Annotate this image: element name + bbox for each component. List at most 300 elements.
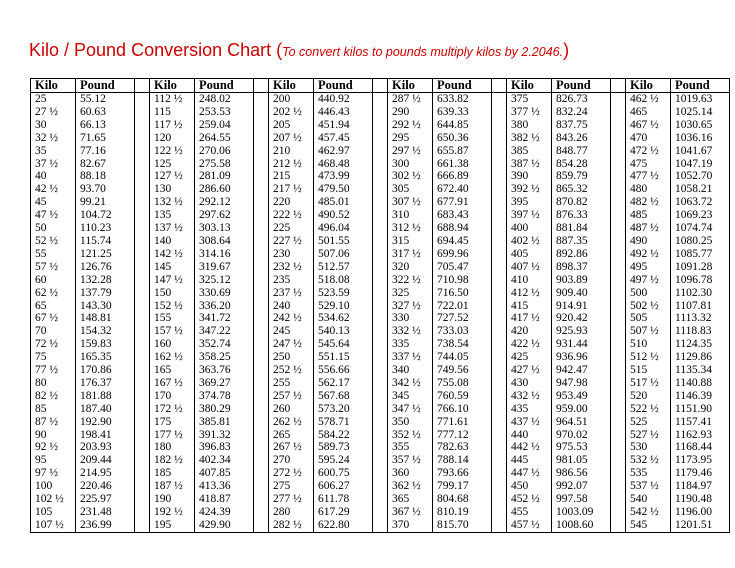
column-gap [135, 390, 150, 403]
kilo-cell: 282 ½ [269, 519, 314, 532]
kilo-cell: 410 [507, 274, 552, 287]
kilo-cell: 417 ½ [507, 312, 552, 325]
pound-cell: 755.08 [433, 377, 492, 390]
pound-cell: 187.40 [76, 403, 135, 416]
kilo-cell: 62 ½ [31, 287, 76, 300]
kilo-cell: 405 [507, 248, 552, 261]
pound-cell: 710.98 [433, 274, 492, 287]
column-gap [254, 519, 269, 532]
column-gap [135, 325, 150, 338]
kilo-cell: 90 [31, 429, 76, 442]
column-gap [492, 119, 507, 132]
column-gap [611, 364, 626, 377]
column-gap [254, 441, 269, 454]
kilo-cell: 437 ½ [507, 416, 552, 429]
column-gap [373, 119, 388, 132]
column-gap [373, 403, 388, 416]
kilo-cell: 400 [507, 222, 552, 235]
kilo-cell: 115 [150, 106, 195, 119]
pound-cell: 964.51 [552, 416, 611, 429]
pound-cell: 380.29 [195, 403, 254, 416]
pound-cell: 705.47 [433, 261, 492, 274]
pound-cell: 1196.00 [671, 506, 730, 519]
column-gap [373, 183, 388, 196]
pound-cell: 639.33 [433, 106, 492, 119]
kilo-cell: 352 ½ [388, 429, 433, 442]
kilo-cell: 75 [31, 351, 76, 364]
column-gap [135, 222, 150, 235]
table-row [31, 132, 730, 145]
pound-cell: 1069.23 [671, 209, 730, 222]
kilo-cell: 390 [507, 170, 552, 183]
kilo-cell: 100 [31, 480, 76, 493]
pound-cell: 363.76 [195, 364, 254, 377]
kilo-cell: 447 ½ [507, 467, 552, 480]
pound-cell: 374.78 [195, 390, 254, 403]
kilo-cell: 280 [269, 506, 314, 519]
pound-cell: 859.79 [552, 170, 611, 183]
kilo-cell: 155 [150, 312, 195, 325]
column-gap [254, 248, 269, 261]
table-row [31, 183, 730, 196]
pound-cell: 633.82 [433, 93, 492, 106]
pound-cell: 578.71 [314, 416, 373, 429]
kilo-cell: 397 ½ [507, 209, 552, 222]
kilo-cell: 265 [269, 429, 314, 442]
column-gap [373, 480, 388, 493]
column-gap [492, 493, 507, 506]
pound-header: Pound [195, 79, 254, 93]
kilo-cell: 412 ½ [507, 287, 552, 300]
kilo-cell: 160 [150, 338, 195, 351]
table-row [31, 312, 730, 325]
pound-cell: 722.01 [433, 300, 492, 313]
column-gap [492, 170, 507, 183]
pound-cell: 132.28 [76, 274, 135, 287]
pound-cell: 661.38 [433, 158, 492, 171]
kilo-cell: 295 [388, 132, 433, 145]
kilo-cell: 507 ½ [626, 325, 671, 338]
pound-cell: 1146.39 [671, 390, 730, 403]
table-row [31, 519, 730, 532]
kilo-cell: 347 ½ [388, 403, 433, 416]
pound-cell: 848.77 [552, 145, 611, 158]
pound-cell: 330.69 [195, 287, 254, 300]
kilo-cell: 165 [150, 364, 195, 377]
column-gap [492, 416, 507, 429]
kilo-cell: 520 [626, 390, 671, 403]
column-gap [611, 170, 626, 183]
kilo-cell: 305 [388, 183, 433, 196]
pound-cell: 688.94 [433, 222, 492, 235]
pound-cell: 870.82 [552, 196, 611, 209]
pound-cell: 402.34 [195, 454, 254, 467]
pound-cell: 88.18 [76, 170, 135, 183]
kilo-cell: 57 ½ [31, 261, 76, 274]
kilo-cell: 465 [626, 106, 671, 119]
column-gap [492, 79, 507, 93]
column-gap [135, 79, 150, 93]
table-row [31, 325, 730, 338]
kilo-cell: 207 ½ [269, 132, 314, 145]
kilo-cell: 127 ½ [150, 170, 195, 183]
table-row [31, 364, 730, 377]
kilo-cell: 97 ½ [31, 467, 76, 480]
pound-cell: 865.32 [552, 183, 611, 196]
pound-cell: 1162.93 [671, 429, 730, 442]
pound-cell: 617.29 [314, 506, 373, 519]
pound-cell: 881.84 [552, 222, 611, 235]
kilo-cell: 335 [388, 338, 433, 351]
kilo-cell: 80 [31, 377, 76, 390]
pound-cell: 826.73 [552, 93, 611, 106]
pound-cell: 154.32 [76, 325, 135, 338]
column-gap [373, 416, 388, 429]
column-gap [492, 158, 507, 171]
column-gap [373, 519, 388, 532]
pound-cell: 281.09 [195, 170, 254, 183]
column-gap [611, 493, 626, 506]
title-paren-open: ( [271, 40, 283, 60]
column-gap [254, 106, 269, 119]
kilo-cell: 250 [269, 351, 314, 364]
pound-cell: 259.04 [195, 119, 254, 132]
pound-cell: 110.23 [76, 222, 135, 235]
pound-cell: 413.36 [195, 480, 254, 493]
pound-header: Pound [671, 79, 730, 93]
pound-cell: 766.10 [433, 403, 492, 416]
kilo-cell: 452 ½ [507, 493, 552, 506]
pound-cell: 1113.32 [671, 312, 730, 325]
kilo-cell: 260 [269, 403, 314, 416]
pound-cell: 473.99 [314, 170, 373, 183]
pound-cell: 462.97 [314, 145, 373, 158]
column-gap [492, 248, 507, 261]
kilo-cell: 435 [507, 403, 552, 416]
column-gap [492, 261, 507, 274]
column-gap [611, 429, 626, 442]
pound-cell: 606.27 [314, 480, 373, 493]
kilo-header: Kilo [31, 79, 76, 93]
kilo-cell: 25 [31, 93, 76, 106]
kilo-cell: 205 [269, 119, 314, 132]
column-gap [611, 274, 626, 287]
column-gap [254, 454, 269, 467]
kilo-cell: 140 [150, 235, 195, 248]
pound-cell: 507.06 [314, 248, 373, 261]
pound-cell: 1190.48 [671, 493, 730, 506]
column-gap [611, 222, 626, 235]
kilo-cell: 105 [31, 506, 76, 519]
kilo-cell: 65 [31, 300, 76, 313]
kilo-cell: 235 [269, 274, 314, 287]
table-row [31, 493, 730, 506]
table-row [31, 377, 730, 390]
pound-cell: 253.53 [195, 106, 254, 119]
pound-cell: 832.24 [552, 106, 611, 119]
table-row [31, 170, 730, 183]
column-gap [254, 493, 269, 506]
column-gap [373, 235, 388, 248]
kilo-cell: 132 ½ [150, 196, 195, 209]
kilo-cell: 217 ½ [269, 183, 314, 196]
pound-cell: 341.72 [195, 312, 254, 325]
column-gap [254, 467, 269, 480]
column-gap [135, 132, 150, 145]
pound-cell: 611.78 [314, 493, 373, 506]
pound-cell: 562.17 [314, 377, 373, 390]
kilo-cell: 415 [507, 300, 552, 313]
kilo-cell: 515 [626, 364, 671, 377]
kilo-cell: 377 ½ [507, 106, 552, 119]
column-gap [254, 480, 269, 493]
pound-cell: 198.41 [76, 429, 135, 442]
kilo-cell: 202 ½ [269, 106, 314, 119]
kilo-cell: 142 ½ [150, 248, 195, 261]
pound-cell: 55.12 [76, 93, 135, 106]
kilo-cell: 87 ½ [31, 416, 76, 429]
kilo-cell: 55 [31, 248, 76, 261]
pound-cell: 1063.72 [671, 196, 730, 209]
column-gap [611, 261, 626, 274]
pound-cell: 947.98 [552, 377, 611, 390]
kilo-cell: 237 ½ [269, 287, 314, 300]
column-gap [373, 390, 388, 403]
kilo-cell: 525 [626, 416, 671, 429]
pound-cell: 446.43 [314, 106, 373, 119]
column-gap [373, 377, 388, 390]
pound-cell: 804.68 [433, 493, 492, 506]
pound-cell: 1080.25 [671, 235, 730, 248]
column-gap [254, 287, 269, 300]
table-row [31, 261, 730, 274]
kilo-cell: 120 [150, 132, 195, 145]
kilo-header: Kilo [626, 79, 671, 93]
kilo-cell: 350 [388, 416, 433, 429]
column-gap [611, 506, 626, 519]
kilo-cell: 360 [388, 467, 433, 480]
table-row [31, 222, 730, 235]
pound-cell: 99.21 [76, 196, 135, 209]
kilo-header: Kilo [150, 79, 195, 93]
kilo-cell: 345 [388, 390, 433, 403]
kilo-cell: 365 [388, 493, 433, 506]
pound-cell: 159.83 [76, 338, 135, 351]
kilo-cell: 430 [507, 377, 552, 390]
column-gap [254, 93, 269, 106]
column-gap [373, 93, 388, 106]
kilo-cell: 512 ½ [626, 351, 671, 364]
kilo-cell: 502 ½ [626, 300, 671, 313]
pound-cell: 727.52 [433, 312, 492, 325]
column-gap [135, 209, 150, 222]
column-gap [611, 467, 626, 480]
column-gap [373, 261, 388, 274]
column-gap [611, 338, 626, 351]
pound-cell: 225.97 [76, 493, 135, 506]
pound-cell: 165.35 [76, 351, 135, 364]
column-gap [135, 235, 150, 248]
kilo-cell: 82 ½ [31, 390, 76, 403]
kilo-cell: 535 [626, 467, 671, 480]
pound-cell: 622.80 [314, 519, 373, 532]
pound-cell: 1140.88 [671, 377, 730, 390]
kilo-cell: 407 ½ [507, 261, 552, 274]
column-gap [135, 261, 150, 274]
column-gap [254, 403, 269, 416]
pound-cell: 540.13 [314, 325, 373, 338]
pound-cell: 479.50 [314, 183, 373, 196]
pound-cell: 997.58 [552, 493, 611, 506]
kilo-cell: 375 [507, 93, 552, 106]
column-gap [492, 300, 507, 313]
kilo-cell: 302 ½ [388, 170, 433, 183]
pound-cell: 1173.95 [671, 454, 730, 467]
table-row [31, 429, 730, 442]
pound-cell: 440.92 [314, 93, 373, 106]
column-gap [135, 403, 150, 416]
column-gap [611, 351, 626, 364]
column-gap [135, 480, 150, 493]
kilo-cell: 527 ½ [626, 429, 671, 442]
pound-header: Pound [552, 79, 611, 93]
column-gap [135, 300, 150, 313]
table-row [31, 145, 730, 158]
kilo-cell: 150 [150, 287, 195, 300]
pound-cell: 1151.90 [671, 403, 730, 416]
column-gap [373, 222, 388, 235]
pound-cell: 468.48 [314, 158, 373, 171]
column-gap [492, 454, 507, 467]
kilo-cell: 542 ½ [626, 506, 671, 519]
column-gap [373, 454, 388, 467]
kilo-cell: 255 [269, 377, 314, 390]
column-gap [611, 300, 626, 313]
pound-cell: 303.13 [195, 222, 254, 235]
pound-cell: 892.86 [552, 248, 611, 261]
pound-cell: 286.60 [195, 183, 254, 196]
pound-cell: 485.01 [314, 196, 373, 209]
pound-cell: 534.62 [314, 312, 373, 325]
column-gap [492, 132, 507, 145]
kilo-header: Kilo [269, 79, 314, 93]
pound-cell: 77.16 [76, 145, 135, 158]
table-row [31, 480, 730, 493]
column-gap [492, 222, 507, 235]
pound-cell: 887.35 [552, 235, 611, 248]
column-gap [492, 287, 507, 300]
pound-cell: 909.40 [552, 287, 611, 300]
column-gap [373, 196, 388, 209]
pound-cell: 66.13 [76, 119, 135, 132]
table-row [31, 351, 730, 364]
kilo-cell: 500 [626, 287, 671, 300]
pound-cell: 545.64 [314, 338, 373, 351]
kilo-cell: 290 [388, 106, 433, 119]
kilo-cell: 472 ½ [626, 145, 671, 158]
pound-cell: 347.22 [195, 325, 254, 338]
kilo-cell: 530 [626, 441, 671, 454]
kilo-cell: 327 ½ [388, 300, 433, 313]
pound-cell: 396.83 [195, 441, 254, 454]
table-row [31, 403, 730, 416]
kilo-cell: 455 [507, 506, 552, 519]
column-gap [611, 325, 626, 338]
kilo-cell: 510 [626, 338, 671, 351]
kilo-cell: 210 [269, 145, 314, 158]
kilo-cell: 42 ½ [31, 183, 76, 196]
kilo-cell: 102 ½ [31, 493, 76, 506]
pound-cell: 121.25 [76, 248, 135, 261]
kilo-cell: 522 ½ [626, 403, 671, 416]
pound-cell: 424.39 [195, 506, 254, 519]
pound-cell: 512.57 [314, 261, 373, 274]
table-row [31, 467, 730, 480]
column-gap [135, 441, 150, 454]
column-gap [611, 390, 626, 403]
kilo-cell: 445 [507, 454, 552, 467]
kilo-cell: 330 [388, 312, 433, 325]
pound-cell: 771.61 [433, 416, 492, 429]
pound-cell: 518.08 [314, 274, 373, 287]
kilo-cell: 185 [150, 467, 195, 480]
pound-cell: 1030.65 [671, 119, 730, 132]
pound-cell: 429.90 [195, 519, 254, 532]
pound-cell: 788.14 [433, 454, 492, 467]
pound-cell: 936.96 [552, 351, 611, 364]
kilo-cell: 72 ½ [31, 338, 76, 351]
column-gap [254, 312, 269, 325]
table-row [31, 454, 730, 467]
column-gap [611, 183, 626, 196]
pound-cell: 942.47 [552, 364, 611, 377]
column-gap [611, 106, 626, 119]
pound-cell: 1168.44 [671, 441, 730, 454]
pound-cell: 60.63 [76, 106, 135, 119]
column-gap [611, 79, 626, 93]
column-gap [492, 364, 507, 377]
pound-cell: 457.45 [314, 132, 373, 145]
kilo-cell: 537 ½ [626, 480, 671, 493]
column-gap [492, 429, 507, 442]
pound-cell: 970.02 [552, 429, 611, 442]
pound-cell: 137.79 [76, 287, 135, 300]
conversion-table [30, 78, 730, 533]
kilo-cell: 450 [507, 480, 552, 493]
pound-cell: 1124.35 [671, 338, 730, 351]
column-gap [135, 364, 150, 377]
column-gap [611, 209, 626, 222]
column-gap [611, 93, 626, 106]
pound-cell: 600.75 [314, 467, 373, 480]
kilo-cell: 362 ½ [388, 480, 433, 493]
pound-cell: 1047.19 [671, 158, 730, 171]
column-gap [254, 429, 269, 442]
column-gap [254, 377, 269, 390]
column-gap [373, 79, 388, 93]
kilo-cell: 312 ½ [388, 222, 433, 235]
kilo-cell: 402 ½ [507, 235, 552, 248]
kilo-cell: 492 ½ [626, 248, 671, 261]
kilo-cell: 490 [626, 235, 671, 248]
pound-cell: 589.73 [314, 441, 373, 454]
column-gap [373, 132, 388, 145]
table-row [31, 506, 730, 519]
pound-cell: 843.26 [552, 132, 611, 145]
column-gap [135, 170, 150, 183]
column-gap [135, 467, 150, 480]
column-gap [254, 158, 269, 171]
